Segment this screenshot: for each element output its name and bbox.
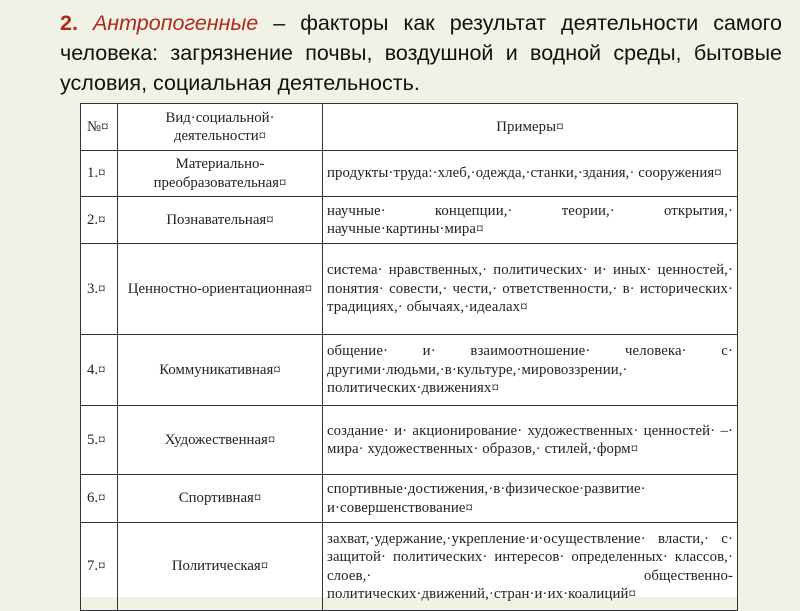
row-examples: общение· и· взаимоотношение· человека· с· другими·людьми,·в·культуре,·мировоззрении,· политических·движениях¤: [323, 335, 738, 406]
row-activity: Политическая¤: [118, 523, 323, 611]
table-row: [81, 244, 738, 335]
social-activity-table: [80, 103, 738, 611]
row-num: 1.¤: [81, 151, 118, 197]
row-examples: система· нравственных,· политических· и· иных· ценностей,· понятия· совести,· чести,· ответственности,· в· исторических· традициях,· обычаях,·идеалах¤: [323, 244, 738, 335]
table-row: [81, 406, 738, 475]
table-header-row: [81, 104, 738, 151]
heading-number: 2.: [60, 11, 78, 35]
heading-text: – факторы как результат деятельности самого человека: загрязнение почвы, воздушной и водной среды, бытовые условия, социальная деятельность.: [60, 11, 782, 95]
table-row: [81, 475, 738, 523]
row-activity: Ценностно-ориентационная¤: [118, 244, 323, 335]
table-row: [81, 335, 738, 406]
row-activity: Спортивная¤: [118, 475, 323, 523]
row-num: 3.¤: [81, 244, 118, 335]
table-row: [81, 523, 738, 611]
heading-term: Антропогенные: [92, 11, 259, 35]
row-examples: научные· концепции,· теории,· открытия,· научные·картины·мира¤: [323, 197, 738, 244]
row-num: 7.¤: [81, 523, 118, 611]
header-examples: Примеры¤: [323, 104, 738, 151]
social-activity-table-image: [80, 103, 738, 602]
header-num: №¤: [81, 104, 118, 151]
row-activity: Познавательная¤: [118, 197, 323, 244]
header-activity: Вид·социальной· деятельности¤: [118, 104, 323, 151]
table-row: [81, 197, 738, 244]
table-row: [81, 151, 738, 197]
slide-heading: [60, 8, 782, 98]
row-examples: спортивные·достижения,·в·физическое·развитие· и·совершенствование¤: [323, 475, 738, 523]
row-num: 4.¤: [81, 335, 118, 406]
row-examples: захват,·удержание,·укрепление·и·осуществление· власти,· с· защитой· политических· интересов· определенных· классов,· слоев,· общественно-политических·движений,·стран·и·их·коалиций¤: [323, 523, 738, 611]
row-activity: Художественная¤: [118, 406, 323, 475]
row-activity: Материально-преобразовательная¤: [118, 151, 323, 197]
row-num: 2.¤: [81, 197, 118, 244]
row-num: 5.¤: [81, 406, 118, 475]
row-num: 6.¤: [81, 475, 118, 523]
row-examples: продукты·труда:·хлеб,·одежда,·станки,·здания,· сооружения¤: [323, 151, 738, 197]
row-examples: создание· и· акционирование· художественных· ценностей· –· мира· художественных· образов,· стилей,·форм¤: [323, 406, 738, 475]
row-activity: Коммуникативная¤: [118, 335, 323, 406]
